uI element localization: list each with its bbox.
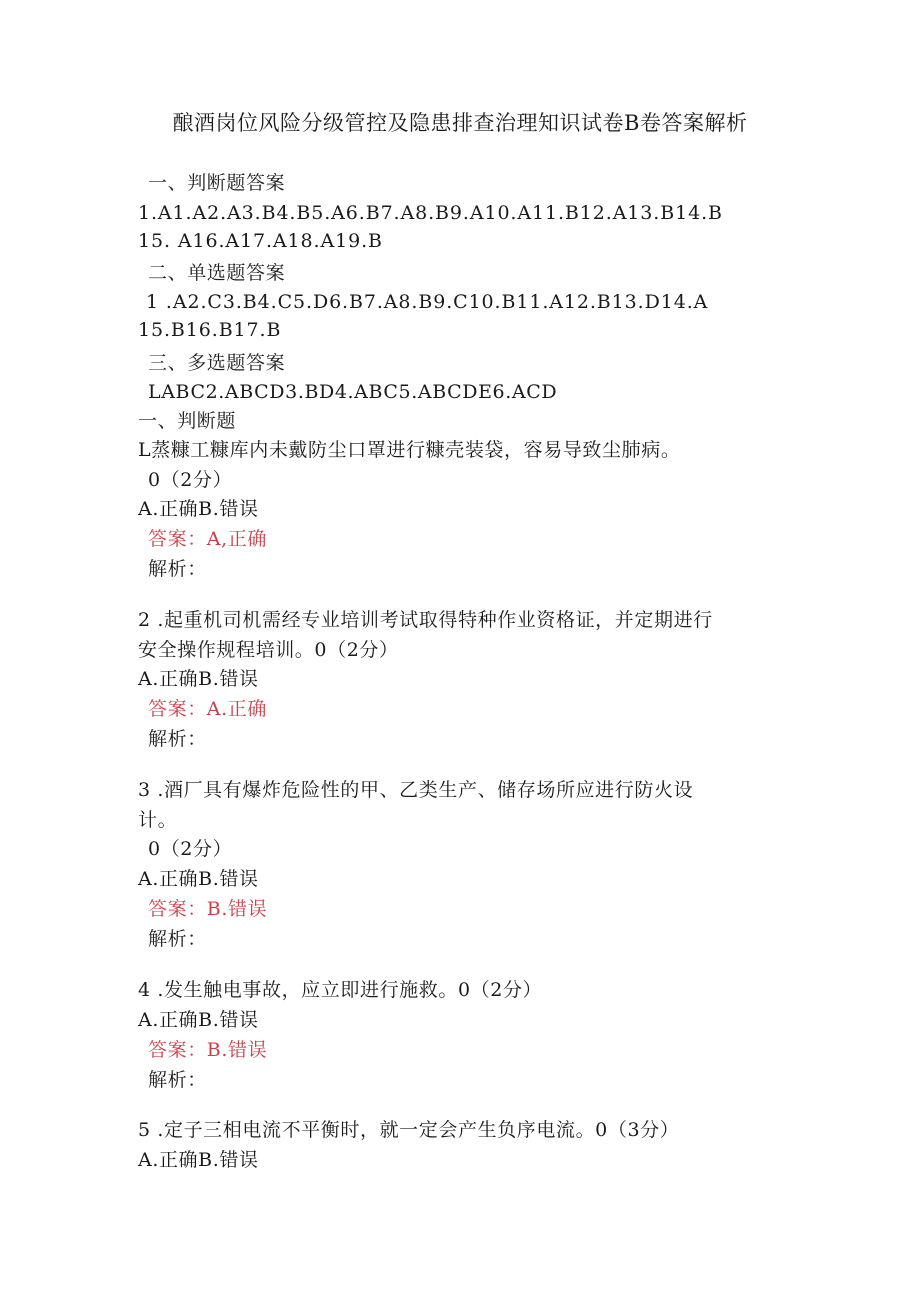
single-answers-line-2: 15.B16.B17.B [138,319,282,341]
question-analysis: 解析： [148,728,207,750]
question-analysis: 解析： [148,558,207,580]
question-stem-line: 4 .发生触电事故，应立即进行施救。0（2分） [138,979,543,1001]
single-answers-line-1: 1 .A2.C3.B4.C5.D6.B7.A8.B9.C10.B11.A12.B13.D14.A [146,291,709,313]
question-analysis: 解析： [148,1069,207,1091]
question-options: A.正确B.错误 [138,868,259,890]
single-answers-heading: 二、单选题答案 [148,262,286,284]
question-answer: 答案：A.正确 [148,698,267,720]
question-options: A.正确B.错误 [138,668,259,690]
question-options: A.正确B.错误 [138,498,259,520]
question-analysis: 解析： [148,928,207,950]
question-answer: 答案：B.错误 [148,1039,268,1061]
tf-answers-line-2: 15. A16.A17.A18.A19.B [138,230,383,252]
question-options: A.正确B.错误 [138,1009,259,1031]
multi-answers-line-1: LABC2.ABCD3.BD4.ABC5.ABCDE6.ACD [148,381,558,403]
question-stem-line: 0（2分） [148,469,233,491]
tf-answers-line-1: 1.A1.A2.A3.B4.B5.A6.B7.A8.B9.A10.A11.B12.A13.B14.B [138,202,723,224]
question-stem-line: 计。 [138,809,178,831]
question-stem-line: 2 .起重机司机需经专业培训考试取得特种作业资格证，并定期进行 [138,609,713,631]
document-title: 酿酒岗位风险分级管控及隐患排查治理知识试卷B卷答案解析 [172,111,748,135]
tf-answers-heading: 一、判断题答案 [148,172,286,194]
question-stem-line: L蒸糠工糠库内未戴防尘口罩进行糠壳装袋，容易导致尘肺病。 [138,439,681,461]
question-stem-line: 5 .定子三相电流不平衡时，就一定会产生负序电流。0（3分） [138,1119,680,1141]
question-stem-line: 0（2分） [148,838,233,860]
question-stem-line: 3 .酒厂具有爆炸危险性的甲、乙类生产、储存场所应进行防火设 [138,779,694,801]
multi-answers-heading: 三、多选题答案 [148,352,286,374]
question-answer: 答案：A,正确 [148,528,267,550]
question-answer: 答案：B.错误 [148,898,268,920]
question-options: A.正确B.错误 [138,1149,259,1171]
question-stem-line: 安全操作规程培训。0（2分） [138,639,399,661]
section-heading: 一、判断题 [138,410,237,432]
